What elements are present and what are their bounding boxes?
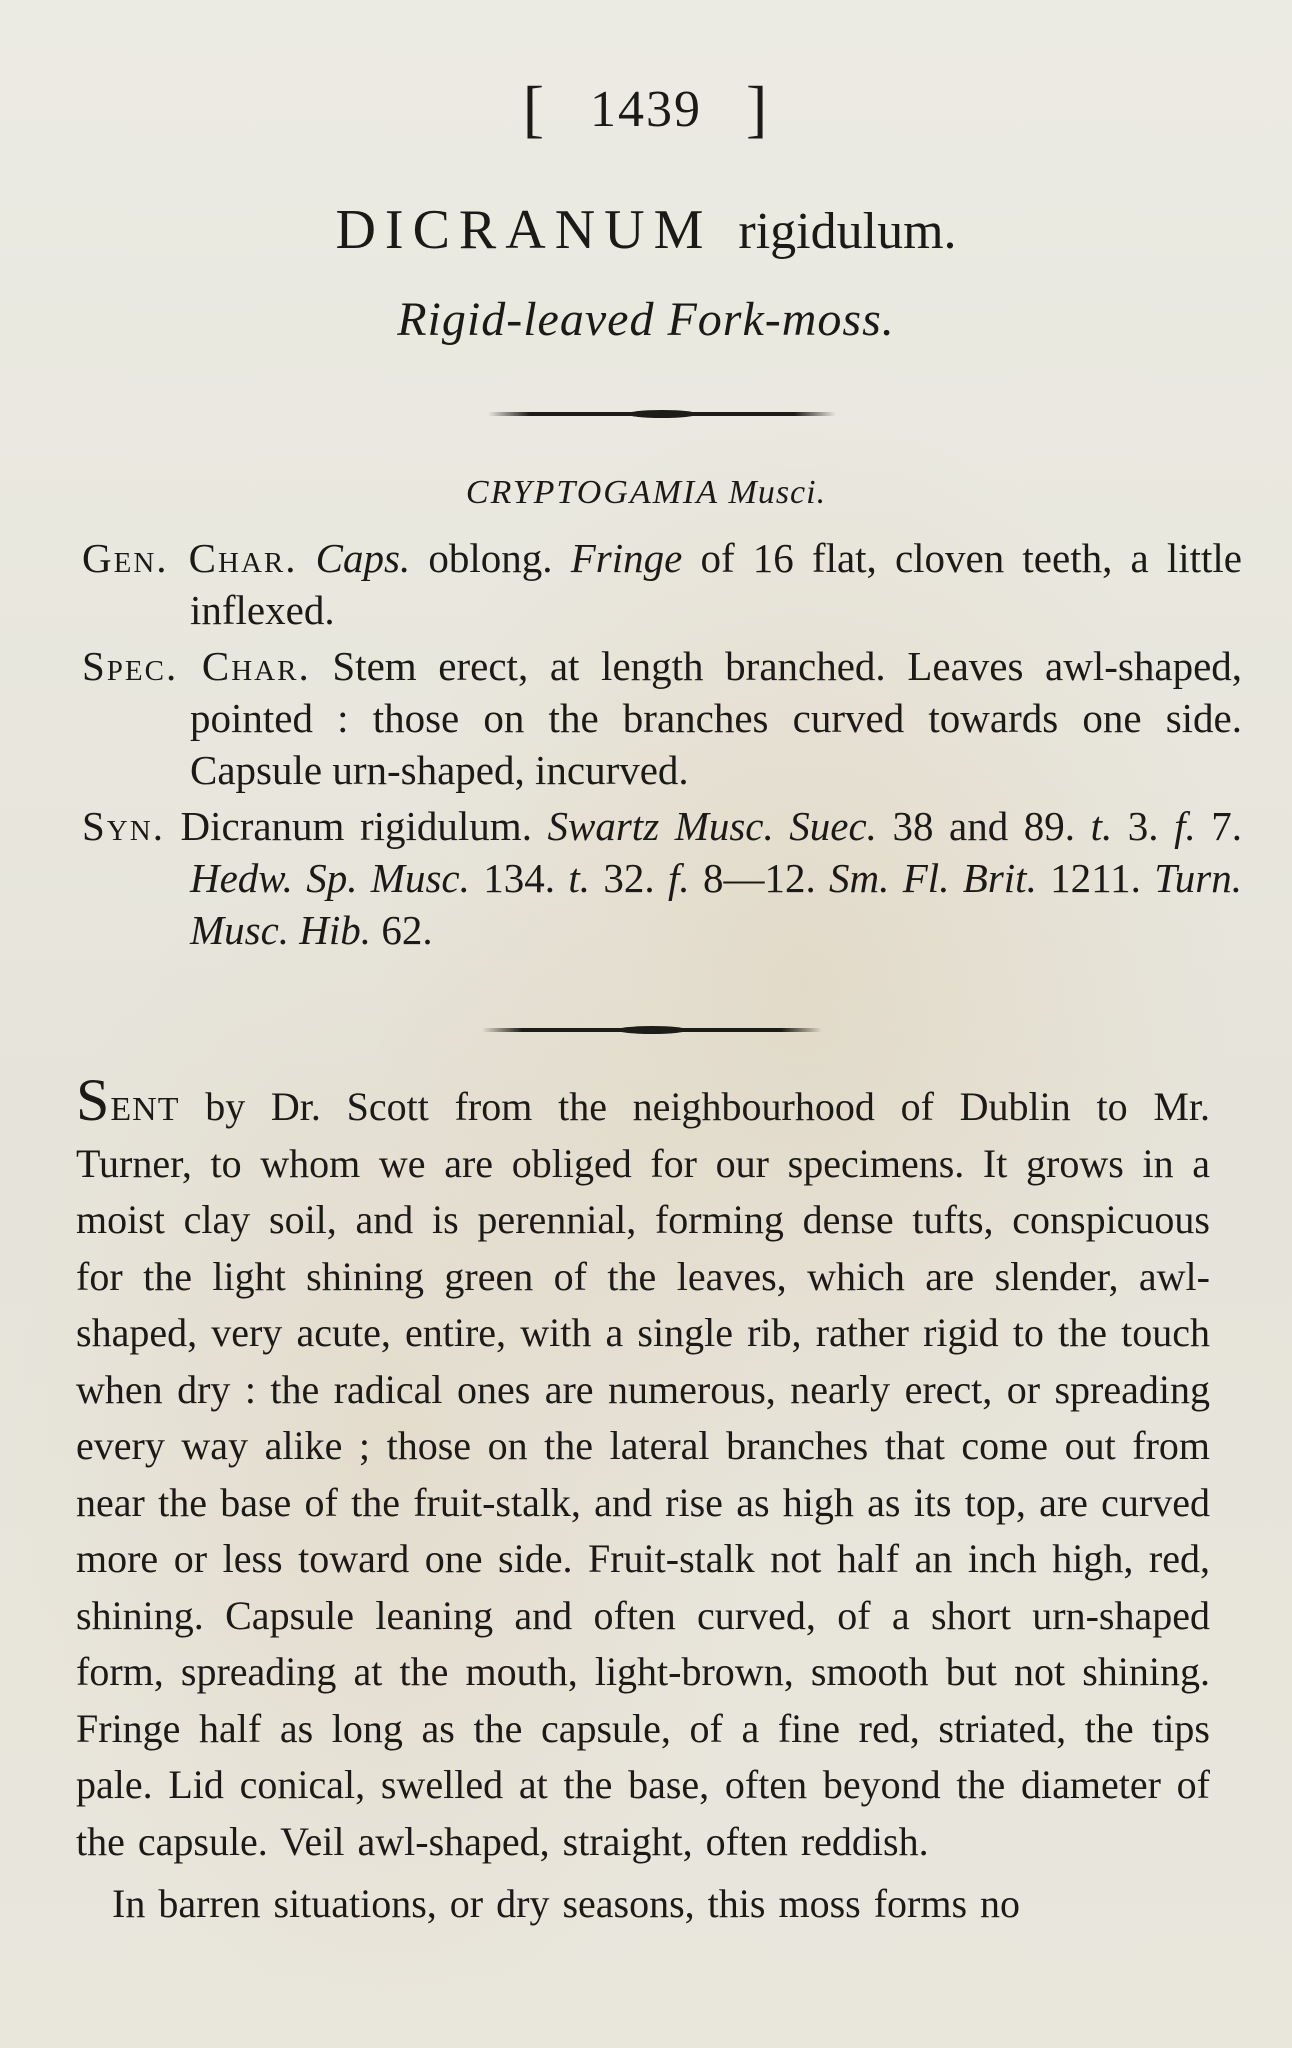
bracket-open: [	[522, 73, 546, 144]
species-title	[0, 198, 1292, 262]
page-number	[0, 72, 1292, 146]
paragraph-1-text: by Dr. Scott from the neighbourhood of Dublin to Mr. Turner, to whom we are obliged for our specimens. It grows in a moist clay soil, and is perennial, forming dense tufts, conspicuous for the light shining green of the leaves, which are slender, awl-shaped, very acute, entire, with a single rib, rather rigid to the touch when dry : the radical ones are numerous, nearly erect, or spreading every way alike ; those on the lateral branches that come out from near the base of the fruit-stalk, and rise as high as its top, are curved more or less toward one side. Fruit-stalk not half an inch high, red, shining. Capsule leaning and often curved, of a short urn-shaped form, spreading at the mouth, light-brown, smooth but not shining. Fringe half as long as the capsule, of a fine red, striated, the tips pale. Lid conical, swelled at the base, often beyond the diameter of the capsule. Veil awl-shaped, straight, often reddish.	[76, 1084, 1210, 1864]
class-name: CRYPTOGAMIA	[465, 474, 719, 511]
ornamental-rule-top	[488, 412, 836, 416]
syn-ref-hedwig: Hedw. Sp. Musc.	[190, 855, 470, 901]
gen-char-text-1: oblong.	[410, 535, 571, 581]
syn-name: Dicranum rigidulum.	[180, 803, 548, 849]
syn-label: Syn.	[82, 803, 165, 849]
page-number-value: 1439	[590, 81, 702, 138]
character-descriptions	[82, 532, 1242, 960]
syn-ref-hedwig-f: f.	[667, 855, 690, 901]
description-body	[76, 1067, 1210, 1933]
syn-ref-turner-loc: 62.	[371, 907, 433, 953]
specific-character	[82, 640, 1242, 796]
ornamental-rule-bottom	[482, 1028, 822, 1032]
gen-char-text-2: of 16 flat, cloven teeth, a little inflexed.	[190, 535, 1243, 633]
paragraph-1	[76, 1067, 1210, 1870]
syn-ref-smith-loc: 1211.	[1036, 855, 1155, 901]
generic-character	[82, 532, 1242, 636]
syn-ref-swartz-tnum: 3.	[1112, 803, 1175, 849]
syn-ref-hedwig-t: t.	[568, 855, 590, 901]
genus-name: DICRANUM	[335, 199, 713, 261]
syn-ref-swartz-f: f.	[1174, 803, 1196, 849]
syn-ref-hedwig-fnum: 8—12.	[689, 855, 830, 901]
paragraph-2: In barren situations, or dry seasons, this moss forms no	[112, 1881, 1021, 1926]
common-name: Rigid-leaved Fork-moss.	[397, 293, 895, 346]
classification	[0, 474, 1292, 512]
syn-ref-swartz: Swartz Musc. Suec.	[547, 803, 877, 849]
gen-char-term-caps: Caps.	[315, 535, 411, 581]
order-name: Musci.	[728, 474, 827, 511]
syn-ref-hedwig-loc: 134.	[469, 855, 569, 901]
gen-char-label: Gen. Char.	[82, 535, 298, 581]
spec-char-label: Spec. Char.	[82, 643, 311, 689]
species-name: rigidulum.	[738, 203, 957, 260]
syn-ref-hedwig-tnum: 32.	[589, 855, 668, 901]
lead-word: Sent	[76, 1067, 180, 1133]
gen-char-term-fringe: Fringe	[570, 535, 683, 581]
spec-char-text: Stem erect, at length branched. Leaves awl-shaped, pointed : those on the branches curved towards one side. Capsule urn-shaped, incurved.	[190, 643, 1243, 793]
syn-ref-turner: Turn. Musc. Hib.	[190, 855, 1243, 953]
syn-ref-swartz-fnum: 7.	[1195, 803, 1243, 849]
synonymy	[82, 800, 1242, 956]
bracket-close: ]	[746, 73, 770, 144]
syn-ref-swartz-loc: 38 and 89.	[876, 803, 1091, 849]
syn-ref-swartz-t: t.	[1090, 803, 1113, 849]
syn-ref-smith: Sm. Fl. Brit.	[829, 855, 1037, 901]
